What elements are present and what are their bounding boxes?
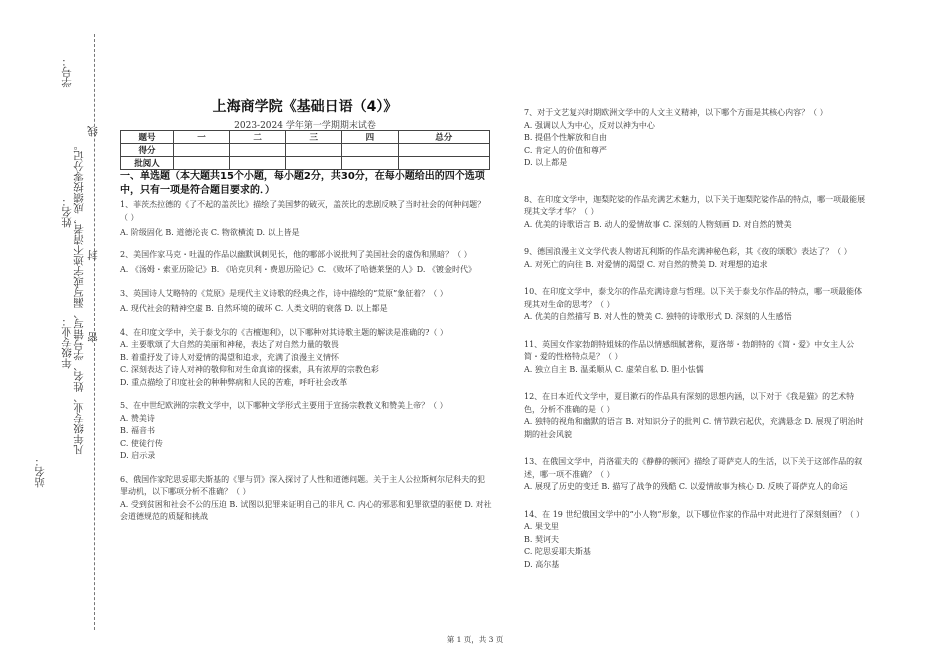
binding-seal-char-3: 线 (87, 126, 99, 137)
question-text: 2、美国作家马克・吐温的作品以幽默讽刺见长，他的哪部小说批判了美国社会的虚伪和黑暗？（ ） (120, 249, 472, 259)
exam-site-label: 站名： (34, 456, 46, 488)
question-item (524, 246, 869, 271)
question-options: A. 优美的诗歌语言 B. 动人的爱情故事 C. 深刻的人物刻画 D. 对自然的赞美 (524, 219, 792, 229)
question-text: 3、英国诗人艾略特的《荒原》是现代主义诗歌的经典之作，诗中描绘的“荒原”象征着？（ ） (120, 288, 448, 298)
question-option: C. 陀思妥耶夫斯基 (524, 547, 591, 556)
score-table-header-cell: 一 (174, 131, 230, 144)
question-options: A. 优美的自然描写 B. 对人性的赞美 C. 独特的诗歌形式 D. 深刻的人生感悟 (524, 312, 792, 321)
question-option: D. 高尔基 (524, 559, 560, 569)
score-table-cell (342, 157, 398, 170)
left-question-column (120, 199, 492, 524)
exam-title: 上海商学院《基础日语（4）》 (212, 99, 398, 115)
question-item (524, 391, 869, 441)
score-table-header-cell: 三 (286, 131, 342, 144)
question-option: A. 主要歌颂了大自然的美丽和神秘，表达了对自然力量的敬畏 (120, 340, 339, 349)
score-table-header-row (121, 131, 490, 144)
right-question-column (524, 107, 869, 571)
score-table-cell (286, 144, 342, 157)
score-table-cell (230, 157, 286, 170)
question-options: A. 阶级固化 B. 道德沦丧 C. 物欲横流 D. 以上皆是 (120, 228, 300, 237)
question-item (120, 327, 492, 390)
score-table-cell (286, 157, 342, 170)
question-text: 12、在日本近代文学中，夏目漱石的作品具有深刻的思想内涵，以下对于《我是猫》的艺术特色，分析不准确的是（ ） (524, 392, 855, 414)
question-item (524, 107, 869, 170)
question-item (120, 474, 492, 524)
question-text: 8、在印度文学中，迦梨陀娑的作品充满艺术魅力，以下关于迦梨陀娑作品的特点，哪一项最能展现其文学才华？（ ） (524, 194, 866, 216)
question-text: 10、在印度文学中，泰戈尔的作品充满诗意与哲理。以下关于泰戈尔作品的特点，哪一项最能体现其对生命的思考？（ ） (524, 287, 863, 309)
score-table-cell (342, 144, 398, 157)
score-table-row (121, 157, 490, 170)
question-text: 6、俄国作家陀思妥耶夫斯基的《罪与罚》深入探讨了人性和道德问题。关于主人公拉斯柯尔尼科夫的犯罪动机，以下哪项分析不准确？（ ） (120, 474, 486, 496)
score-table-row-label: 批阅人 (121, 157, 174, 170)
question-text: 1、菲茨杰拉德的《了不起的盖茨比》描绘了美国梦的破灭，盖茨比的悲剧反映了当时社会的何种问题？（ ） (120, 200, 486, 222)
question-item (120, 249, 492, 277)
question-options: A. 受到贫困和社会不公的压迫 B. 试图以犯罪来证明自己的非凡 C. 内心的邪恶和犯罪欲望的驱使 D. 对社会道德规范的质疑和挑战 (120, 499, 492, 521)
score-table-header-cell: 二 (230, 131, 286, 144)
question-text: 13、在俄国文学中，肖洛霍夫的《静静的顿河》描绘了哥萨克人的生活，以下关于这部作品的叙述，哪一项不准确？（ ） (524, 457, 863, 479)
score-table-cell (174, 157, 230, 170)
question-text: 11、英国女作家勃朗特姐妹的作品以情感细腻著称，夏洛蒂・勃朗特的《简・爱》中女主人公简・爱的性格特点是？（ ） (524, 339, 855, 361)
score-table-cell (398, 157, 490, 170)
score-table-header-cell: 四 (342, 131, 398, 144)
score-table-cell (230, 144, 286, 157)
question-option: A. 果戈里 (524, 522, 559, 531)
question-item (524, 509, 869, 572)
binding-seal-char-1: 密 (87, 332, 99, 343)
question-option: B. 契诃夫 (524, 534, 559, 544)
question-text: 5、在中世纪欧洲的宗教文学中，以下哪种文学形式主要用于宣扬宗教教义和赞美上帝？（ ） (120, 401, 448, 410)
question-options: A. 独特的视角和幽默的语言 B. 对知识分子的批判 C. 情节跌宕起伏，充满悬念 D. 展现了明治时期的社会风貌 (524, 417, 864, 439)
question-option: C. 肯定人的价值和尊严 (524, 145, 607, 155)
question-item (120, 199, 492, 240)
question-options: A. 《汤姆・索亚历险记》B. 《哈克贝利・费恩历险记》C. 《败坏了哈德莱堡的人》D. 《镀金时代》 (120, 265, 476, 274)
score-table (120, 130, 490, 170)
score-table-cell (174, 144, 230, 157)
question-text: 4、在印度文学中，关于泰戈尔的《吉檀迦利》，以下哪种对其诗歌主题的解读是准确的?（ ） (120, 327, 448, 337)
question-option: B. 福音书 (120, 426, 155, 435)
section-1-heading: 一、单选题（本大题共15个小题，每小题2分，共30分，在每小题给出的四个选项中，只有一项是符合题目要求的．） (120, 171, 485, 196)
exam-subtitle: 2023-2024 学年第一学期期末试卷 (234, 121, 376, 131)
question-options: A. 展现了历史的变迁 B. 描写了战争的残酷 C. 以爱情故事为核心 D. 反映了哥萨克人的命运 (524, 482, 848, 491)
question-options: A. 对死亡的向往 B. 对爱情的渴望 C. 对自然的赞美 D. 对理想的追求 (524, 259, 768, 269)
score-table-header-cell: 总分 (398, 131, 490, 144)
question-option: B. 着重抒发了诗人对爱情的渴望和追求，充满了浪漫主义情怀 (120, 352, 339, 362)
question-option: D. 重点描绘了印度社会的种种弊病和人民的苦难，呼吁社会改革 (120, 377, 348, 387)
question-item (120, 288, 492, 316)
question-option: A. 赞美诗 (120, 413, 155, 423)
score-table-row (121, 144, 490, 157)
question-option: C. 深刻表达了诗人对神的敬仰和对生命真谛的探索，具有浓厚的宗教色彩 (120, 365, 379, 374)
student-id-label: 学号： (61, 56, 73, 88)
score-table-row-label: 得分 (121, 144, 174, 157)
binding-seal-char-2: 封 (87, 250, 99, 261)
grade-major-label: 年级专业： (61, 316, 73, 369)
question-option: D. 启示录 (120, 451, 156, 460)
question-option: C. 使徒行传 (120, 438, 163, 448)
page-number: 第 1 页，共 3 页 (446, 635, 504, 644)
binding-notice: 凡年级专业、姓名、学号错写、漏写或字迹不清者，成绩按零分记。 (73, 140, 85, 455)
question-item (524, 456, 869, 494)
score-table-header-cell: 题号 (121, 131, 174, 144)
question-options: A. 独立自主 B. 温柔顺从 C. 虚荣自私 D. 胆小怯懦 (524, 364, 704, 374)
question-item (524, 286, 869, 324)
question-text: 14、在 19 世纪俄国文学中的“小人物”形象，以下哪位作家的作品中对此进行了深刻刻画？（ ） (524, 509, 865, 519)
name-label: 姓名： (61, 196, 73, 228)
question-option: A. 强调以人为中心，反对以神为中心 (524, 120, 655, 130)
question-item (524, 339, 869, 377)
question-option: B. 提倡个性解放和自由 (524, 133, 607, 142)
score-table-cell (398, 144, 490, 157)
question-item (120, 400, 492, 463)
question-option: D. 以上都是 (524, 158, 568, 167)
question-item (524, 194, 869, 232)
question-options: A. 现代社会的精神空虚 B. 自然环境的破坏 C. 人类文明的衰落 D. 以上都是 (120, 304, 388, 313)
question-text: 9、德国浪漫主义文学代表人物诺瓦利斯的作品充满神秘色彩，其《夜的颂歌》表达了？（ ） (524, 247, 852, 256)
question-text: 7、对于文艺复兴时期欧洲文学中的人文主义精神，以下哪个方面是其核心内容？（ ） (524, 108, 828, 117)
